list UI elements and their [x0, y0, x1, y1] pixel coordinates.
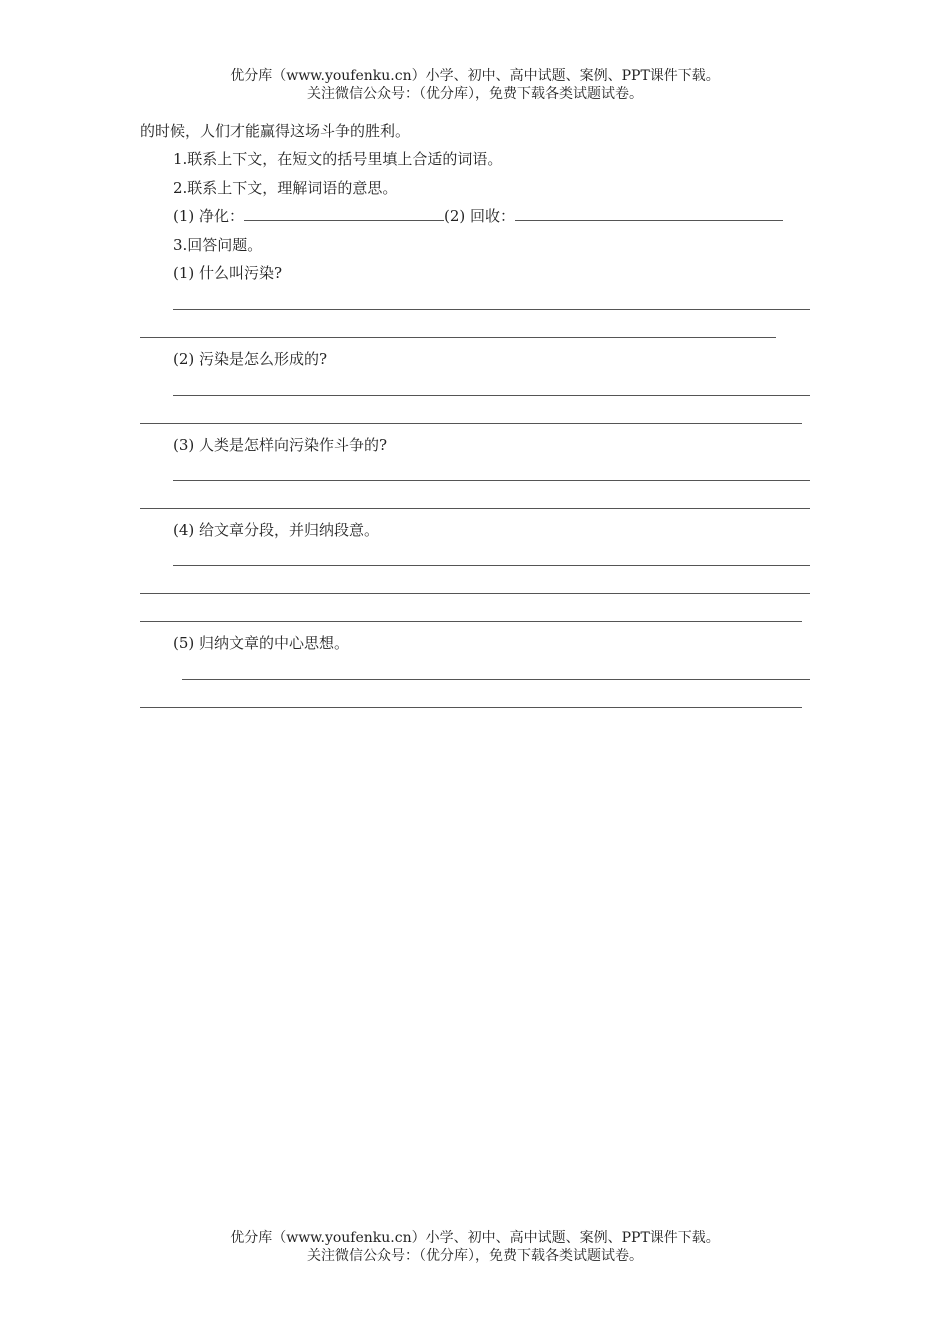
question-1: 1.联系上下文，在短文的括号里填上合适的词语。 [173, 150, 503, 168]
footer-line-1: 优分库（www.youfenku.cn）小学、初中、高中试题、案例、PPT课件下载。 [230, 1230, 720, 1246]
header-line-1: 优分库（www.youfenku.cn）小学、初中、高中试题、案例、PPT课件下载。 [230, 68, 720, 84]
footer-line-2: 关注微信公众号：（优分库），免费下载各类试题试卷。 [307, 1248, 643, 1264]
answer-line[interactable] [173, 309, 810, 310]
answer-line[interactable] [140, 593, 810, 594]
continuation-text: 的时候，人们才能赢得这场斗争的胜利。 [140, 122, 411, 140]
q2-item-1-answer-blank[interactable] [244, 206, 444, 221]
page-header [0, 67, 950, 103]
page-footer [0, 1229, 950, 1265]
question-3-1: (1) 什么叫污染? [173, 264, 283, 282]
answer-line[interactable] [140, 707, 802, 708]
question-3: 3.回答问题。 [173, 236, 263, 254]
question-3-3: (3) 人类是怎样向污染作斗争的? [173, 436, 388, 454]
question-3-2: (2) 污染是怎么形成的? [173, 350, 328, 368]
answer-line[interactable] [140, 621, 802, 622]
q2-item-1-label: (1) 净化： [173, 207, 245, 225]
question-3-5: (5) 归纳文章的中心思想。 [173, 634, 350, 652]
answer-line[interactable] [173, 565, 810, 566]
answer-line[interactable] [140, 508, 810, 509]
question-2: 2.联系上下文，理解词语的意思。 [173, 179, 398, 197]
answer-line[interactable] [173, 480, 810, 481]
answer-line[interactable] [140, 337, 776, 338]
answer-line[interactable] [140, 423, 802, 424]
q2-item-2-label: (2) 回收： [444, 207, 516, 225]
answer-line[interactable] [173, 395, 810, 396]
question-2-items [173, 206, 783, 226]
header-line-2: 关注微信公众号：（优分库），免费下载各类试题试卷。 [307, 86, 643, 102]
q2-item-2-answer-blank[interactable] [515, 206, 783, 221]
question-3-4: (4) 给文章分段，并归纳段意。 [173, 521, 380, 539]
answer-line[interactable] [182, 679, 810, 680]
